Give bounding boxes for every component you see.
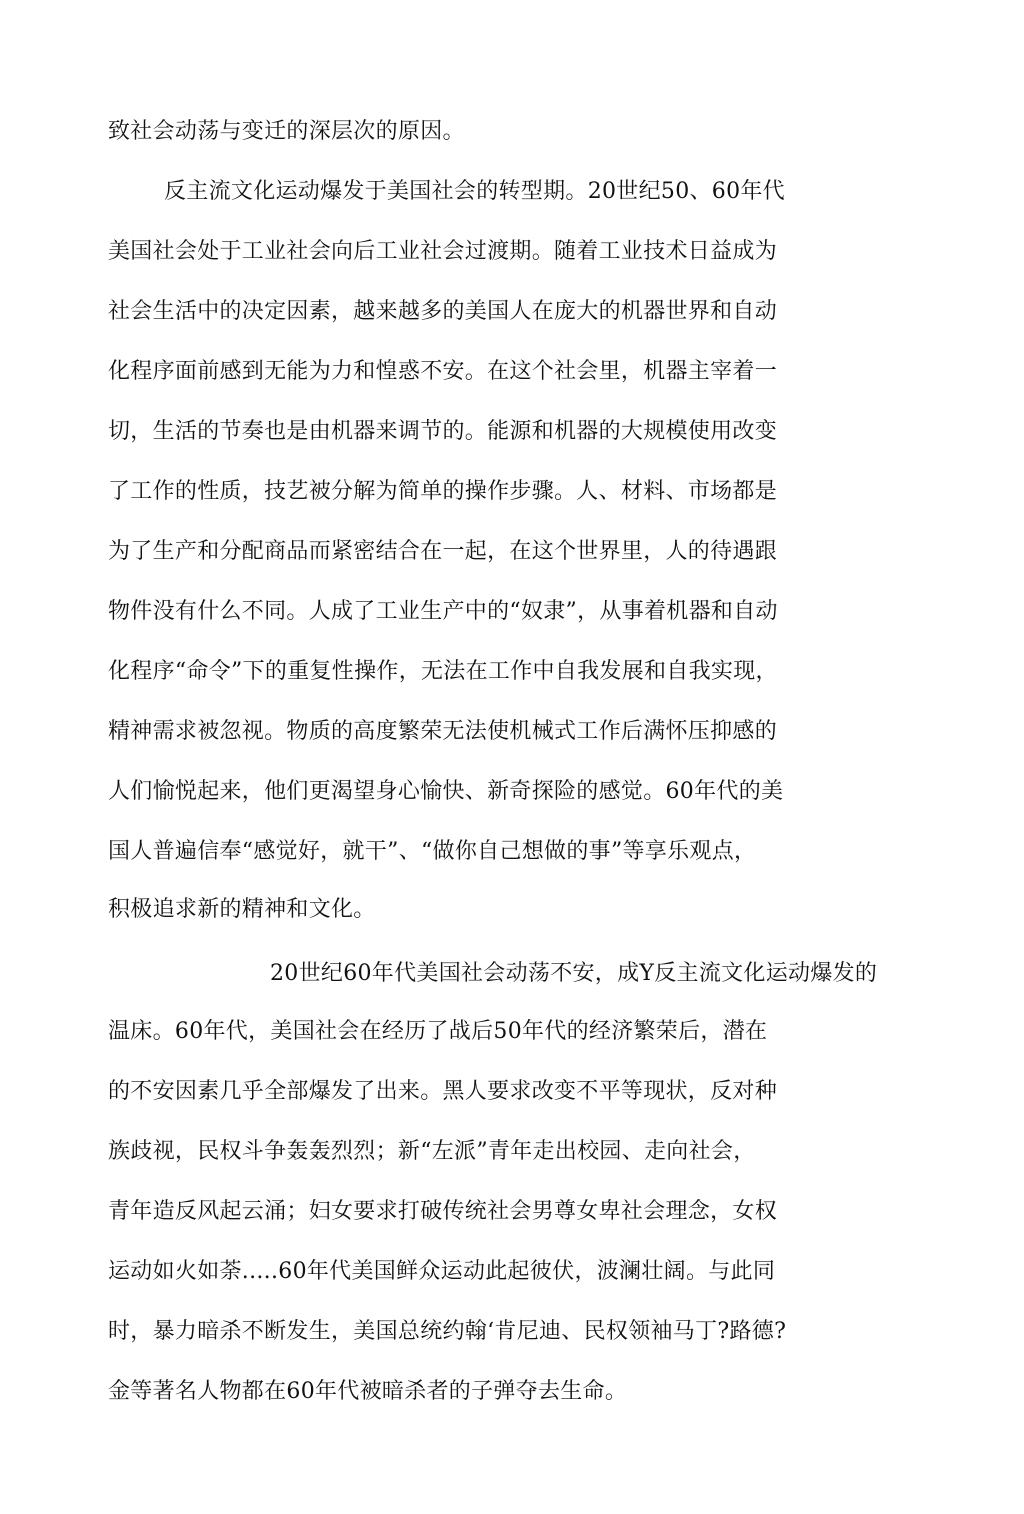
text-line: 致社会动荡与变迁的深层次的原因。	[108, 119, 465, 144]
text-line: 的不安因素几乎全部爆发了出来。黑人要求改变不平等现状，反对种	[108, 1079, 778, 1104]
text-line: 物件没有什么不同。人成了工业生产中的“奴隶”，从事着机器和自动	[108, 599, 778, 624]
text-line: 运动如火如荼.....60年代美国鲜众运动此起彼伏，波澜壮阔。与此同	[108, 1259, 776, 1284]
text-line: 化程序“命令”下的重复性操作，无法在工作中自我发展和自我实现，	[108, 659, 778, 684]
text-line: 国人普遍信奉“感觉好，就干”、“做你自己想做的事”等享乐观点，	[108, 839, 757, 864]
text-line: 为了生产和分配商品而紧密结合在一起，在这个世界里，人的待遇跟	[108, 539, 778, 564]
text-line: 积极追求新的精神和文化。	[108, 897, 376, 922]
text-line: 精神需求被忽视。物质的高度繁荣无法使机械式工作后满怀压抑感的	[108, 719, 778, 744]
text-line: 反主流文化运动爆发于美国社会的转型期。20世纪50、60年代	[164, 179, 785, 204]
text-line: 20世纪60年代美国社会动荡不安，成Y反主流文化运动爆发的	[270, 961, 878, 986]
text-line: 青年造反风起云涌；妇女要求打破传统社会男尊女卑社会理念，女权	[108, 1199, 778, 1224]
text-line: 时，暴力暗杀不断发生，美国总统约翰‘肯尼迪、民权领袖马丁?路德?	[108, 1319, 787, 1344]
text-line: 社会生活中的决定因素，越来越多的美国人在庞大的机器世界和自动	[108, 299, 778, 324]
text-line: 化程序面前感到无能为力和惶惑不安。在这个社会里，机器主宰着一	[108, 359, 778, 384]
text-line: 金等著名人物都在60年代被暗杀者的子弹夺去生命。	[108, 1379, 628, 1404]
text-line: 族歧视，民权斗争轰轰烈烈；新“左派”青年走出校园、走向社会，	[108, 1139, 756, 1164]
text-line: 人们愉悦起来，他们更渴望身心愉快、新奇探险的感觉。60年代的美	[108, 779, 784, 804]
text-line: 切，生活的节奏也是由机器来调节的。能源和机器的大规模使用改变	[108, 419, 778, 444]
text-line: 美国社会处于工业社会向后工业社会过渡期。随着工业技术日益成为	[108, 239, 778, 264]
text-line: 温床。60年代，美国社会在经历了战后50年代的经济繁荣后，潜在	[108, 1019, 768, 1044]
text-line: 了工作的性质，技艺被分解为简单的操作步骤。人、材料、市场都是	[108, 479, 778, 504]
